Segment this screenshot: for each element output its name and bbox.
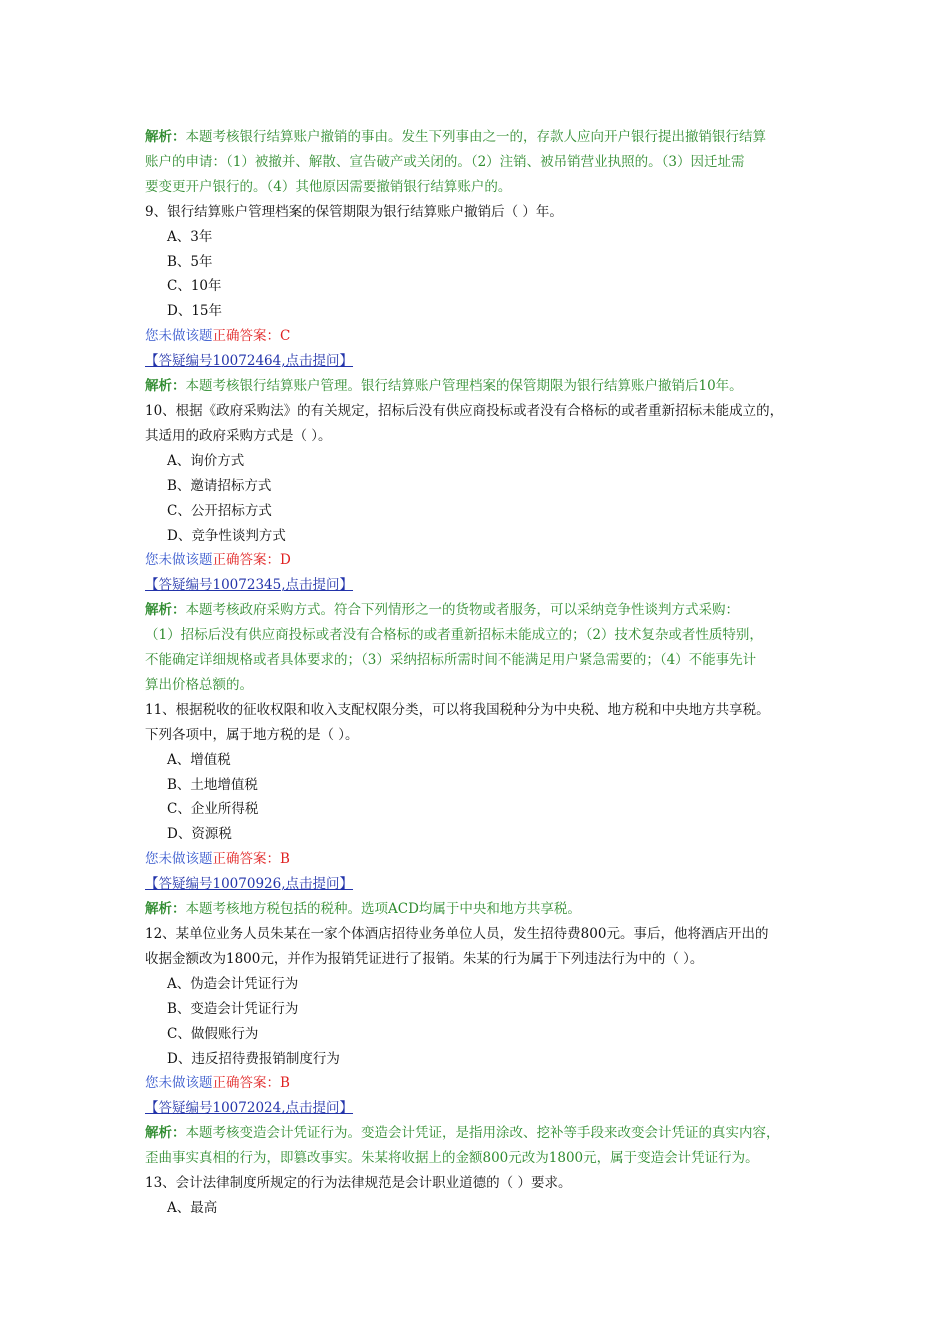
question-10 xyxy=(145,399,815,698)
not-answered-text: 您未做该题 xyxy=(145,1075,213,1092)
correct-answer-value: D xyxy=(280,552,291,569)
not-answered-text: 您未做该题 xyxy=(145,552,213,569)
correct-answer-value: B xyxy=(280,1075,290,1092)
option-b: B、土地增值税 xyxy=(167,776,258,793)
analysis-label: 解析： xyxy=(145,129,186,145)
question-9 xyxy=(145,200,815,399)
analysis-line: 账户的申请：（1）被撤并、解散、宣告破产或关闭的。（2）注销、被吊销营业执照的。（3）因迁址需 xyxy=(145,153,745,170)
analysis-line: 算出价格总额的。 xyxy=(145,676,253,693)
analysis-label: 解析： xyxy=(145,1125,186,1142)
query-link[interactable]: 【答疑编号10070926,点击提问】 xyxy=(145,876,354,893)
analysis-line: 解析：本题考核银行结算账户撤销的事由。发生下列事由之一的，存款人应向开户银行提出撤销银行结算 xyxy=(145,129,766,145)
question-stem: 收据金额改为1800元，并作为报销凭证进行了报销。朱某的行为属于下列违法行为中的（ ）。 xyxy=(145,950,704,967)
option-d: D、违反招待费报销制度行为 xyxy=(167,1050,340,1067)
correct-answer-value: C xyxy=(280,328,291,345)
correct-answer-label: 正确答案： xyxy=(212,1075,280,1092)
option-d: D、竞争性谈判方式 xyxy=(167,527,286,544)
option-a: A、3年 xyxy=(167,228,213,245)
question-stem: 12、某单位业务人员朱某在一家个体酒店招待业务单位人员，发生招待费800元。事后，他将酒店开出的 xyxy=(145,926,769,942)
question-stem: 其适用的政府采购方式是（ ）。 xyxy=(145,427,332,444)
question-11 xyxy=(145,698,815,922)
intro-analysis xyxy=(145,125,815,200)
option-b: B、变造会计凭证行为 xyxy=(167,1000,299,1017)
answer-status xyxy=(145,847,815,872)
analysis-line: 解析：本题考核地方税包括的税种。选项ACD均属于中央和地方共享税。 xyxy=(145,901,581,918)
analysis-label: 解析： xyxy=(145,901,186,918)
analysis-line: 解析：本题考核政府采购方式。符合下列情形之一的货物或者服务，可以采纳竞争性谈判方式采购： xyxy=(145,602,739,619)
question-12 xyxy=(145,922,815,1171)
analysis-line: 解析：本题考核银行结算账户管理。银行结算账户管理档案的保管期限为银行结算账户撤销后10年。 xyxy=(145,378,743,395)
analysis-label: 解析： xyxy=(145,602,186,619)
option-c: C、公开招标方式 xyxy=(167,502,272,519)
question-stem: 13、会计法律制度所规定的行为法律规范是会计职业道德的（ ）要求。 xyxy=(145,1175,572,1192)
answer-status xyxy=(145,1071,815,1096)
option-d: D、资源税 xyxy=(167,826,232,843)
analysis-line: （1）招标后没有供应商投标或者没有合格标的或者重新招标未能成立的；（2）技术复杂或者性质特别， xyxy=(145,627,763,644)
option-a: A、伪造会计凭证行为 xyxy=(167,975,299,992)
correct-answer-label: 正确答案： xyxy=(212,552,280,569)
question-stem: 下列各项中，属于地方税的是（ ）。 xyxy=(145,726,359,743)
question-stem: 10、根据《政府采购法》的有关规定，招标后没有供应商投标或者没有合格标的或者重新招标未能成立的， xyxy=(145,402,784,419)
query-link[interactable]: 【答疑编号10072024,点击提问】 xyxy=(145,1100,354,1117)
option-d: D、15年 xyxy=(167,303,223,320)
not-answered-text: 您未做该题 xyxy=(145,851,213,868)
option-c: C、10年 xyxy=(167,278,222,295)
analysis-line: 歪曲事实真相的行为，即篡改事实。朱某将收据上的金额800元改为1800元，属于变造会计凭证行为。 xyxy=(145,1150,759,1167)
option-c: C、做假账行为 xyxy=(167,1025,259,1042)
analysis-label: 解析： xyxy=(145,378,186,395)
analysis-line: 解析：本题考核变造会计凭证行为。变造会计凭证，是指用涂改、挖补等手段来改变会计凭证的真实内容， xyxy=(145,1125,780,1142)
query-link[interactable]: 【答疑编号10072464,点击提问】 xyxy=(145,353,354,370)
analysis-line: 不能确定详细规格或者具体要求的；（3）采纳招标所需时间不能满足用户紧急需要的；（4）不能事先计 xyxy=(145,652,757,669)
correct-answer-value: B xyxy=(280,851,290,868)
query-link[interactable]: 【答疑编号10072345,点击提问】 xyxy=(145,577,354,594)
correct-answer-label: 正确答案： xyxy=(212,328,280,345)
question-13 xyxy=(145,1171,815,1221)
option-a: A、最高 xyxy=(167,1199,218,1216)
analysis-line: 要变更开户银行的。（4）其他原因需要撤销银行结算账户的。 xyxy=(145,178,512,195)
not-answered-text: 您未做该题 xyxy=(145,328,213,345)
question-stem: 9、银行结算账户管理档案的保管期限为银行结算账户撤销后（ ）年。 xyxy=(145,203,563,220)
correct-answer-label: 正确答案： xyxy=(212,851,280,868)
option-c: C、企业所得税 xyxy=(167,801,259,818)
answer-status xyxy=(145,324,815,349)
answer-status xyxy=(145,548,815,573)
document-body xyxy=(145,125,815,1221)
option-b: B、5年 xyxy=(167,253,213,270)
option-a: A、增值税 xyxy=(167,751,231,768)
option-a: A、询价方式 xyxy=(167,452,245,469)
question-stem: 11、根据税收的征收权限和收入支配权限分类，可以将我国税种分为中央税、地方税和中央地方共享税。 xyxy=(145,701,770,718)
option-b: B、邀请招标方式 xyxy=(167,477,272,494)
